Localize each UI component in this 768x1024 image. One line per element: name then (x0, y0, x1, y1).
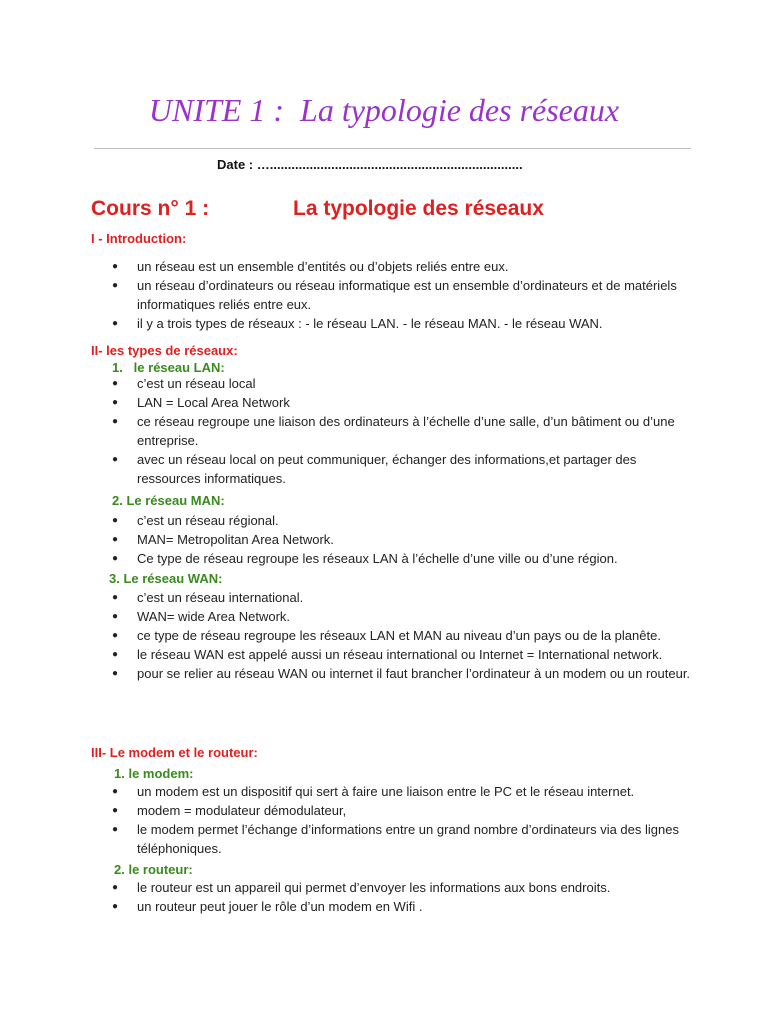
list-item: ● le routeur est un appareil qui permet d’envoyer les informations aux bons endroits. (112, 880, 611, 895)
list-item: ● un réseau d’ordinateurs ou réseau informatique est un ensemble d’ordinateurs et de matériels informatiques reliés entre eux. (112, 278, 677, 312)
list-item: ● modem = modulateur démodulateur, (112, 803, 347, 818)
list-item: ● un modem est un dispositif qui sert à faire une liaison entre le PC et le réseau internet. (112, 784, 635, 799)
man-heading: 2. Le réseau MAN: (112, 493, 225, 508)
modem-heading: 1. le modem: (114, 766, 194, 781)
list-item: ● avec un réseau local on peut communiquer, échanger des informations,et partager des ressources informatiques. (112, 452, 637, 486)
list-item: ● un réseau est un ensemble d’entités ou d’objets reliés entre eux. (112, 259, 509, 274)
course-heading (91, 197, 691, 227)
course-number: Cours n° 1 : (91, 197, 210, 220)
list-item: ● il y a trois types de réseaux : - le réseau LAN. - le réseau MAN. - le réseau WAN. (112, 316, 603, 331)
bullet-icon: ● (112, 534, 119, 545)
bullet-icon: ● (112, 318, 119, 329)
wan-list (110, 588, 700, 683)
list-item: ● MAN= Metropolitan Area Network. (112, 532, 334, 547)
bullet-icon: ● (112, 416, 119, 427)
title-divider (94, 148, 691, 149)
router-heading: 2. le routeur: (114, 862, 193, 877)
man-list (110, 511, 700, 568)
section-introduction-heading: I - Introduction: (91, 231, 187, 246)
lan-heading: 1. le réseau LAN: (112, 360, 225, 375)
bullet-icon: ● (112, 592, 119, 603)
bullet-icon: ● (112, 901, 119, 912)
list-item: ● le modem permet l’échange d’informations entre un grand nombre d’ordinateurs via des lignes téléphoniques. (112, 822, 679, 856)
bullet-icon: ● (112, 515, 119, 526)
bullet-icon: ● (112, 553, 119, 564)
bullet-icon: ● (112, 668, 119, 679)
list-item: ● le réseau WAN est appelé aussi un réseau international ou Internet = International network. (112, 647, 663, 662)
unit-title: UNITE 1 : La typologie des réseaux (148, 92, 620, 128)
list-item: ● ce réseau regroupe une liaison des ordinateurs à l’échelle d’une salle, d’un bâtiment ou d’une entreprise. (112, 414, 675, 448)
list-item: ● c’est un réseau local (112, 376, 256, 391)
bullet-icon: ● (112, 630, 119, 641)
bullet-icon: ● (112, 454, 119, 465)
section-devices-heading: III- Le modem et le routeur: (91, 745, 258, 760)
list-item: ● c’est un réseau international. (112, 590, 304, 605)
bullet-icon: ● (112, 261, 119, 272)
bullet-icon: ● (112, 649, 119, 660)
router-list (110, 878, 700, 916)
list-item: ● LAN = Local Area Network (112, 395, 290, 410)
bullet-icon: ● (112, 805, 119, 816)
date-line: Date : …...................................................................... (217, 157, 523, 172)
bullet-icon: ● (112, 882, 119, 893)
modem-list (110, 782, 700, 858)
list-item: ● WAN= wide Area Network. (112, 609, 291, 624)
course-title: La typologie des réseaux (293, 197, 544, 220)
bullet-icon: ● (112, 378, 119, 389)
introduction-list (110, 257, 700, 333)
section-types-heading: II- les types de réseaux: (91, 343, 238, 358)
bullet-icon: ● (112, 280, 119, 291)
list-item: ● Ce type de réseau regroupe les réseaux LAN à l’échelle d’une ville ou d’une région. (112, 551, 618, 566)
bullet-icon: ● (112, 824, 119, 835)
bullet-icon: ● (112, 397, 119, 408)
bullet-icon: ● (112, 611, 119, 622)
bullet-icon: ● (112, 786, 119, 797)
list-item: ● c’est un réseau régional. (112, 513, 279, 528)
list-item: ● pour se relier au réseau WAN ou internet il faut brancher l’ordinateur à un modem ou un routeur. (112, 666, 691, 681)
wan-heading: 3. Le réseau WAN: (109, 571, 223, 586)
list-item: ● ce type de réseau regroupe les réseaux LAN et MAN au niveau d’un pays ou de la planête. (112, 628, 661, 643)
lan-list (110, 374, 700, 488)
list-item: ● un routeur peut jouer le rôle d’un modem en Wifi . (112, 899, 423, 914)
